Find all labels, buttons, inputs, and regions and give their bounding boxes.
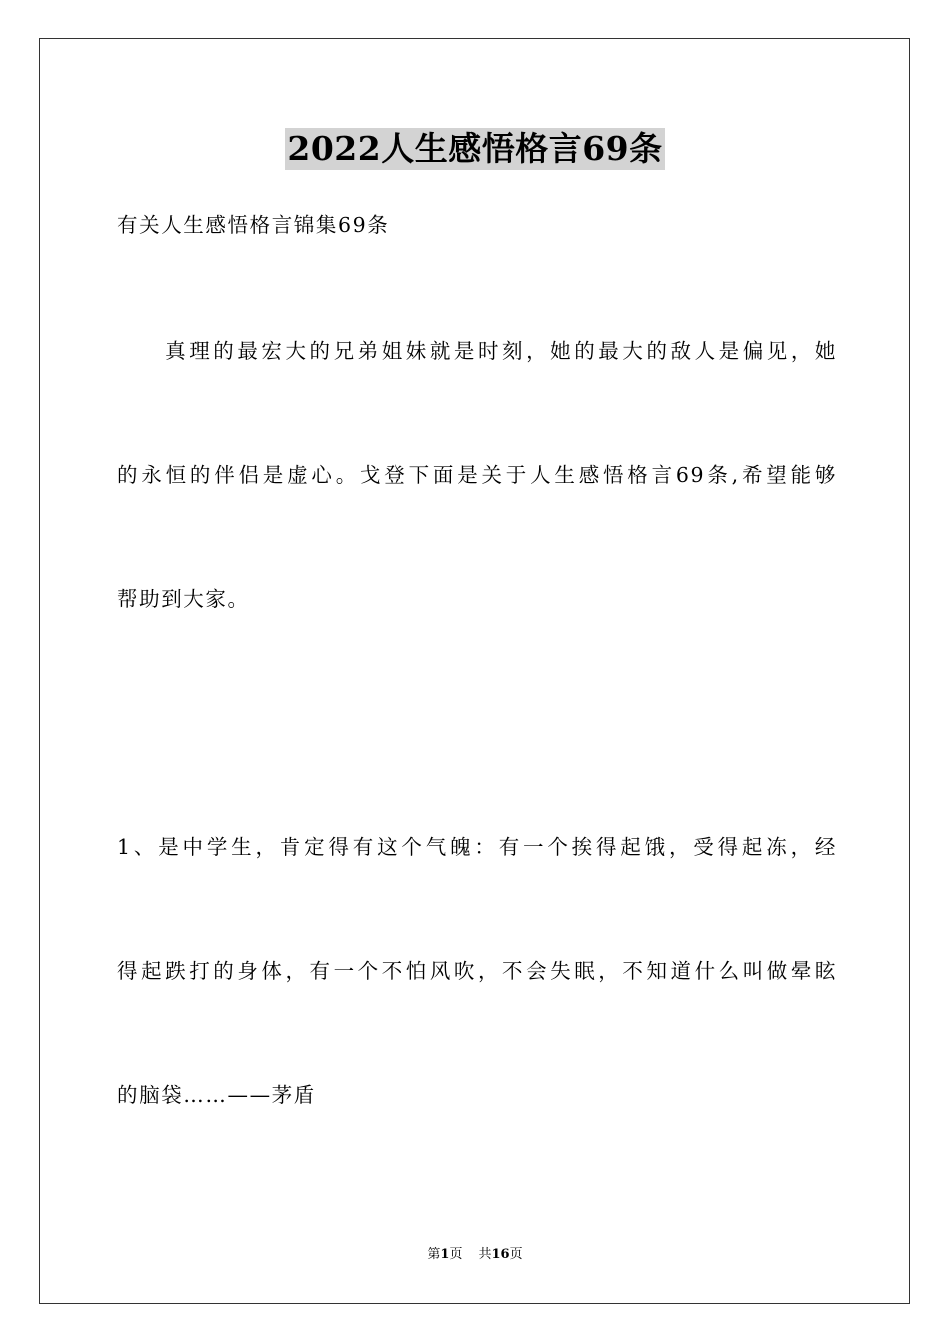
- page-current: 1: [440, 1247, 450, 1262]
- intro-line-1: 真理的最宏大的兄弟姐妹就是时刻，她的最大的敌人是偏见，她: [117, 339, 837, 363]
- document-subtitle: 有关人生感悟格言锦集69条: [117, 213, 390, 237]
- item-1-line-1: 1、是中学生，肯定得有这个气魄：有一个挨得起饿，受得起冻，经: [117, 835, 837, 859]
- total-suffix: 页: [509, 1247, 523, 1262]
- item-1-line-3: 的脑袋……——茅盾: [117, 1083, 316, 1107]
- document-title: 2022人生感悟格言69条: [287, 129, 663, 168]
- page-prefix: 第: [427, 1247, 441, 1262]
- intro-line-3: 帮助到大家。: [117, 587, 250, 611]
- title-container: [0, 128, 950, 170]
- intro-line-2: 的永恒的伴侣是虚心。戈登下面是关于人生感悟格言69条,希望能够: [117, 463, 837, 487]
- page-total: 16: [491, 1247, 510, 1262]
- page-footer: [0, 1246, 950, 1264]
- total-prefix: 共: [478, 1247, 492, 1262]
- item-1-line-2: 得起跌打的身体，有一个不怕风吹，不会失眠，不知道什么叫做晕眩: [117, 959, 837, 983]
- page-suffix: 页: [449, 1247, 463, 1262]
